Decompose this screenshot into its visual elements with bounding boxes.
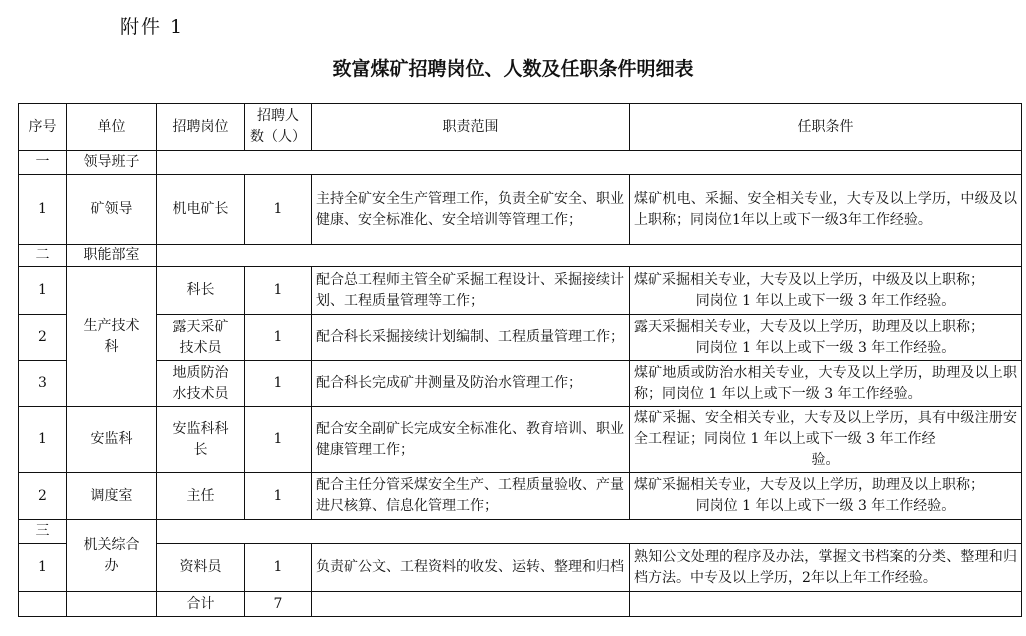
total-count: 7 [245, 592, 312, 617]
requirements-text-end: 验。 [811, 452, 840, 468]
table-row [19, 407, 1022, 473]
requirements-text: 煤矿采掘、安全相关专业，大专及以上学历，具有中级注册安全工程证；同岗位 1 年以上或下一级 3 年工作经 [634, 410, 1017, 447]
row-position: 安监科科长 [157, 407, 245, 473]
table-row [19, 473, 1022, 520]
section-empty [157, 245, 1022, 267]
document-title: 致富煤矿招聘岗位、人数及任职条件明细表 [332, 58, 694, 80]
section-name: 职能部室 [67, 245, 157, 267]
row-unit: 生产技术科 [67, 267, 157, 407]
row-seq: 1 [19, 407, 67, 473]
row-seq: 1 [19, 175, 67, 245]
row-position: 科长 [157, 267, 245, 315]
total-row [19, 592, 1022, 617]
total-empty [67, 592, 157, 617]
requirements-text: 露天采掘相关专业，大专及以上学历，助理及以上职称； [634, 318, 984, 335]
section-empty [157, 520, 1022, 544]
section-row [19, 245, 1022, 267]
section-row [19, 520, 1022, 544]
header-seq: 序号 [19, 104, 67, 151]
row-duties: 配合总工程师主管全矿采掘工程设计、采掘接续计划、工程质量管理等工作； [312, 267, 630, 315]
row-requirements [630, 544, 1022, 592]
header-count-line2: 数（人） [250, 129, 306, 145]
header-duties: 职责范围 [312, 104, 630, 151]
row-seq: 3 [19, 361, 67, 407]
header-position: 招聘岗位 [157, 104, 245, 151]
table-row [19, 175, 1022, 245]
section-number: 一 [19, 151, 67, 175]
row-count: 1 [245, 267, 312, 315]
row-requirements [630, 407, 1022, 473]
row-seq: 1 [19, 267, 67, 315]
section-number: 三 [19, 520, 67, 544]
row-position: 资料员 [157, 544, 245, 592]
recruitment-table [18, 103, 1022, 617]
row-requirements [630, 175, 1022, 245]
row-seq: 2 [19, 473, 67, 520]
requirements-text: 煤矿机电、采掘、安全相关专业，大专及以上学历，中级及以上职称；同岗位1年以上或下一级3年工作经验。 [634, 190, 1017, 228]
section-row [19, 151, 1022, 175]
row-duties: 主持全矿安全生产管理工作，负责全矿安全、职业健康、安全标准化、安全培训等管理工作； [312, 175, 630, 245]
header-count-line1: 招聘人 [257, 108, 299, 124]
table-row [19, 361, 1022, 407]
row-unit: 矿领导 [67, 175, 157, 245]
row-position: 主任 [157, 473, 245, 520]
total-label: 合计 [157, 592, 245, 617]
row-unit: 机关综合办 [67, 520, 157, 592]
header-count [245, 104, 312, 151]
header-requirements: 任职条件 [630, 104, 1022, 151]
row-seq: 2 [19, 315, 67, 361]
row-duties: 配合主任分管采煤安全生产、工程质量验收、产量进尺核算、信息化管理工作； [312, 473, 630, 520]
requirements-text: 煤矿采掘相关专业，大专及以上学历，助理及以上职称； [634, 477, 984, 493]
row-seq: 1 [19, 544, 67, 592]
row-position: 地质防治水技术员 [157, 361, 245, 407]
attachment-label: 附件 1 [120, 16, 185, 38]
row-position: 露天采矿技术员 [157, 315, 245, 361]
row-duties: 配合科长完成矿井测量及防治水管理工作； [312, 361, 630, 407]
table-row [19, 315, 1022, 361]
table-row [19, 544, 1022, 592]
table-row [19, 267, 1022, 315]
row-count: 1 [245, 175, 312, 245]
requirements-text: 煤矿采掘相关专业，大专及以上学历，中级及以上职称； [634, 271, 984, 288]
section-name: 领导班子 [67, 151, 157, 175]
row-requirements [630, 473, 1022, 520]
requirements-text-end: 同岗位 1 年以上或下一级 3 年工作经验。 [695, 339, 956, 356]
section-number: 二 [19, 245, 67, 267]
header-unit: 单位 [67, 104, 157, 151]
requirements-text-end: 同岗位 1 年以上或下一级 3 年工作经验。 [695, 498, 956, 514]
row-unit: 调度室 [67, 473, 157, 520]
requirements-text: 煤矿地质或防治水相关专业，大专及以上学历，助理及以上职称；同岗位 1 年以上或下一级 3 年工作经验。 [634, 364, 1017, 402]
row-count: 1 [245, 407, 312, 473]
row-count: 1 [245, 544, 312, 592]
row-position: 机电矿长 [157, 175, 245, 245]
requirements-text-end: 同岗位 1 年以上或下一级 3 年工作经验。 [695, 292, 956, 309]
total-empty [630, 592, 1022, 617]
row-requirements [630, 361, 1022, 407]
row-duties: 负责矿公文、工程资料的收发、运转、整理和归档 [312, 544, 630, 592]
row-requirements [630, 267, 1022, 315]
total-empty [312, 592, 630, 617]
section-empty [157, 151, 1022, 175]
row-count: 1 [245, 361, 312, 407]
row-unit: 安监科 [67, 407, 157, 473]
row-requirements [630, 315, 1022, 361]
requirements-text: 熟知公文处理的程序及办法，掌握文书档案的分类、整理和归档方法。中专及以上学历，2年以上年工作经验。 [634, 548, 1017, 586]
row-duties: 配合安全副矿长完成安全标准化、教育培训、职业健康管理工作； [312, 407, 630, 473]
header-row [19, 104, 1022, 151]
row-duties: 配合科长采掘接续计划编制、工程质量管理工作； [312, 315, 630, 361]
row-count: 1 [245, 473, 312, 520]
total-empty [19, 592, 67, 617]
row-count: 1 [245, 315, 312, 361]
